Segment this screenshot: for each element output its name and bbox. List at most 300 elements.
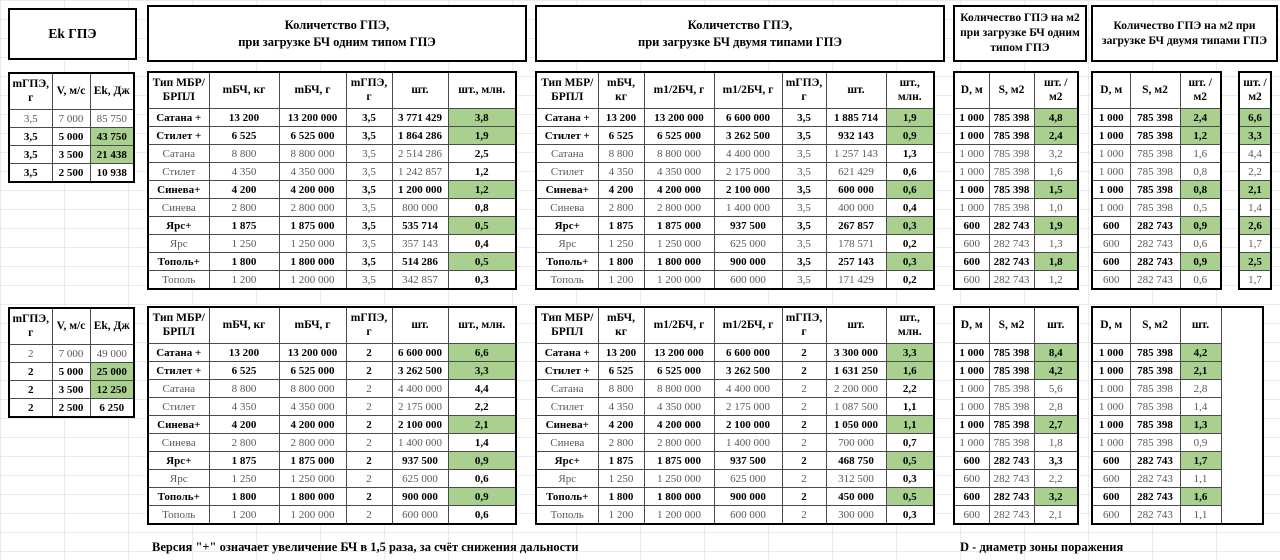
table-cell: 1,6 (1034, 163, 1078, 181)
table-cell: 6 525 000 (279, 127, 346, 145)
table-cell: 0,6 (1180, 271, 1221, 290)
table-row (954, 145, 1078, 163)
table-cell: 8 800 (598, 145, 644, 163)
table-cell: Ярс (148, 235, 209, 253)
table-cell: 6 525 000 (644, 127, 714, 145)
column-header: m1/2БЧ, г (714, 72, 782, 109)
table-row (1239, 163, 1271, 181)
table-cell: 600 (1092, 271, 1130, 290)
table-cell: 3,5 (782, 253, 826, 271)
table-row (536, 163, 934, 181)
table-row (954, 181, 1078, 199)
table-cell: 600 (954, 488, 989, 506)
table-cell: 3,5 (782, 145, 826, 163)
table-cell: 0,5 (1180, 199, 1221, 217)
table-row (954, 127, 1078, 145)
table-cell: 4,8 (1034, 109, 1078, 127)
table-cell: 6 250 (90, 399, 134, 418)
table-cell: 0,6 (1180, 235, 1221, 253)
one-type-table-2g (147, 306, 517, 525)
table-row (954, 109, 1078, 127)
table-cell: 785 398 (989, 398, 1034, 416)
header-row (1092, 72, 1221, 109)
table-row (536, 488, 934, 506)
table-cell: 0,3 (886, 506, 934, 525)
table-cell: 4 200 000 (279, 416, 346, 434)
table-cell: 800 000 (392, 199, 448, 217)
table-cell: 2 (782, 416, 826, 434)
table-row (1092, 488, 1263, 506)
table-row (536, 253, 934, 271)
table-cell: 85 750 (90, 110, 134, 128)
column-header: шт. (1180, 307, 1221, 344)
table-cell: 0,4 (448, 235, 516, 253)
table-cell: 12 250 (90, 381, 134, 399)
table-cell: 1 000 (954, 109, 989, 127)
table-cell: 1 250 (209, 235, 279, 253)
table-cell: 2 (782, 434, 826, 452)
table-cell: 785 398 (989, 344, 1034, 362)
header-row (536, 72, 934, 109)
table-cell: 3,5 (9, 110, 52, 128)
table-cell: 2 (782, 452, 826, 470)
table-row (536, 452, 934, 470)
table-row (536, 217, 934, 235)
table-row (148, 235, 516, 253)
table-cell: 4,2 (1180, 344, 1221, 362)
table-row (1092, 398, 1263, 416)
table-cell: 1,9 (1034, 217, 1078, 235)
table-cell: 2,5 (448, 145, 516, 163)
table-row (536, 362, 934, 380)
table-cell: 1 400 000 (392, 434, 448, 452)
table-cell: Ярс (536, 470, 598, 488)
table-cell (1221, 452, 1263, 470)
table-cell: 13 200 000 (644, 344, 714, 362)
table-cell: 0,9 (886, 127, 934, 145)
table-row (1092, 217, 1221, 235)
table-cell: Тополь+ (536, 488, 598, 506)
table-cell: 1,1 (886, 416, 934, 434)
table-cell: 3,5 (346, 109, 392, 127)
table-cell: 1 200 000 (279, 506, 346, 525)
table-cell: 625 000 (714, 470, 782, 488)
table-cell: 1,3 (1034, 235, 1078, 253)
table-cell: Сатана (148, 380, 209, 398)
table-cell: 6 525 (209, 362, 279, 380)
table-cell (1221, 506, 1263, 525)
table-cell: 0,3 (886, 253, 934, 271)
table-cell: 3 262 500 (714, 127, 782, 145)
column-header: D, м (954, 72, 989, 109)
column-header: Ek, Дж (90, 73, 134, 110)
table-cell: 1 800 000 (279, 253, 346, 271)
table-row (148, 253, 516, 271)
table-cell: 8 800 (209, 145, 279, 163)
table-cell: 282 743 (989, 488, 1034, 506)
table-cell: 1,4 (1180, 398, 1221, 416)
one-type-title-box (147, 5, 527, 62)
table-cell: 2 (346, 470, 392, 488)
column-header: шт., млн. (886, 307, 934, 344)
table-cell: 2,4 (1034, 127, 1078, 145)
table-cell: Сатана + (536, 109, 598, 127)
table-cell: 0,6 (886, 163, 934, 181)
table-cell: 625 000 (714, 235, 782, 253)
table-cell: 3,5 (346, 217, 392, 235)
table-cell (1221, 344, 1263, 362)
table-cell: 1 875 000 (279, 217, 346, 235)
diameter-footnote: D - диаметр зоны поражения (960, 540, 1124, 554)
column-header: mГПЭ, г (782, 72, 826, 109)
table-cell: 8 800 000 (279, 380, 346, 398)
empty-column-header (1221, 307, 1263, 344)
density-two-table-35g (1091, 71, 1222, 290)
table-cell: 2 200 000 (826, 380, 886, 398)
table-cell: 1 200 (598, 271, 644, 290)
table-cell: 3,3 (448, 362, 516, 380)
table-cell: 2,8 (1034, 398, 1078, 416)
table-cell: 2 100 000 (714, 181, 782, 199)
table-row (9, 363, 134, 381)
table-cell: 282 743 (1130, 506, 1180, 525)
table-cell: 3,5 (782, 127, 826, 145)
table-cell: 1,6 (886, 362, 934, 380)
table-cell: 1,1 (886, 398, 934, 416)
table-cell: 1,2 (448, 163, 516, 181)
table-cell: 1,6 (1180, 488, 1221, 506)
table-cell: 3,5 (782, 163, 826, 181)
table-cell: 2,2 (1034, 470, 1078, 488)
table-cell: Сатана (148, 145, 209, 163)
table-cell: 785 398 (1130, 380, 1180, 398)
density-two-table-2g (1091, 306, 1264, 525)
table-cell: 2 (346, 452, 392, 470)
table-cell: 785 398 (1130, 362, 1180, 380)
table-cell: 2 800 (598, 199, 644, 217)
table-cell: 785 398 (989, 163, 1034, 181)
header-row (9, 73, 134, 110)
table-cell: Ярс+ (148, 452, 209, 470)
table-row (954, 362, 1078, 380)
table-cell: 1 000 (1092, 398, 1130, 416)
table-cell: 13 200 000 (279, 344, 346, 362)
column-header: mБЧ, кг (209, 72, 279, 109)
table-cell: 785 398 (989, 181, 1034, 199)
table-row (536, 235, 934, 253)
table-cell: 3,2 (1034, 145, 1078, 163)
column-header: шт. (826, 307, 886, 344)
table-cell: 2,1 (1034, 506, 1078, 525)
column-header: Тип МБР/ БРПЛ (148, 307, 209, 344)
table-cell: 312 500 (826, 470, 886, 488)
table-cell: 0,3 (448, 271, 516, 290)
table-row (9, 381, 134, 399)
table-cell (1221, 398, 1263, 416)
table-cell: 785 398 (1130, 127, 1180, 145)
table-row (536, 271, 934, 290)
column-header: S, м2 (989, 72, 1034, 109)
table-cell: 13 200 (598, 109, 644, 127)
table-cell: 1 631 250 (826, 362, 886, 380)
table-row (1239, 217, 1271, 235)
header-row (1092, 307, 1263, 344)
table-cell: 600 (954, 217, 989, 235)
table-row (148, 163, 516, 181)
table-cell: 1 000 (1092, 362, 1130, 380)
table-cell: 10 938 (90, 164, 134, 183)
table-cell: 1 800 (209, 253, 279, 271)
table-cell: 0,6 (886, 181, 934, 199)
density-one-table-35g (953, 71, 1079, 290)
table-cell: 1,3 (886, 145, 934, 163)
table-row (148, 362, 516, 380)
two-type-table-35g (535, 71, 935, 290)
table-cell: 1,9 (448, 127, 516, 145)
table-cell: 25 000 (90, 363, 134, 381)
table-cell: 1 000 (1092, 344, 1130, 362)
table-cell: 468 750 (826, 452, 886, 470)
table-row (954, 271, 1078, 290)
table-cell: Тополь (148, 271, 209, 290)
table-cell: Стилет + (148, 362, 209, 380)
table-cell: 0,7 (886, 434, 934, 452)
table-cell: 600 (954, 271, 989, 290)
table-cell (1221, 416, 1263, 434)
table-cell: 1 000 (954, 181, 989, 199)
table-cell: 2 175 000 (392, 398, 448, 416)
table-cell: 2 100 000 (392, 416, 448, 434)
table-row (1092, 271, 1221, 290)
table-cell: 900 000 (714, 253, 782, 271)
one-type-table-35g (147, 71, 517, 290)
table-cell: 3,5 (782, 181, 826, 199)
table-cell: 1 257 143 (826, 145, 886, 163)
table-cell: 1 200 (598, 506, 644, 525)
table-cell: 3,5 (782, 217, 826, 235)
table-cell: 1 000 (954, 416, 989, 434)
table-cell: 1 000 (1092, 181, 1130, 199)
table-cell: 2 500 (52, 399, 90, 418)
table-row (536, 109, 934, 127)
table-cell: 1 050 000 (826, 416, 886, 434)
table-cell: 900 000 (392, 488, 448, 506)
table-cell: 3,2 (1034, 488, 1078, 506)
table-cell: 1 200 (209, 271, 279, 290)
table-cell: 4 350 000 (644, 163, 714, 181)
two-type-title-box (535, 5, 945, 62)
table-row (1239, 109, 1271, 127)
table-cell: Ярс (536, 235, 598, 253)
table-cell: 1 000 (954, 163, 989, 181)
table-cell: 0,5 (886, 488, 934, 506)
table-cell: 937 500 (714, 217, 782, 235)
column-header: m1/2БЧ, г (714, 307, 782, 344)
column-header: mГПЭ, г (9, 73, 52, 110)
table-cell: 1 400 000 (714, 434, 782, 452)
table-cell: 7 000 (52, 110, 90, 128)
column-header: S, м2 (1130, 307, 1180, 344)
table-cell: 1 000 (954, 398, 989, 416)
table-cell: 2,8 (1180, 380, 1221, 398)
table-cell: 0,9 (1180, 434, 1221, 452)
column-header: mГПЭ, г (9, 308, 52, 345)
table-cell: 1,3 (1180, 416, 1221, 434)
table-row (1239, 253, 1271, 271)
table-cell: Сатана + (148, 344, 209, 362)
table-cell: 4 400 000 (714, 380, 782, 398)
table-cell: 6 600 000 (392, 344, 448, 362)
table-row (954, 488, 1078, 506)
table-cell: 600 (1092, 488, 1130, 506)
table-cell: 2 (782, 362, 826, 380)
density-one-title-box (953, 5, 1087, 62)
table-cell: 0,6 (448, 506, 516, 525)
table-row (1092, 434, 1263, 452)
table-cell: 1 000 (954, 380, 989, 398)
table-cell: 514 286 (392, 253, 448, 271)
table-cell: 2 800 000 (644, 199, 714, 217)
table-cell: 600 (1092, 452, 1130, 470)
table-cell: 2 500 (52, 164, 90, 183)
table-cell: 600 000 (392, 506, 448, 525)
table-cell: 1 800 (209, 488, 279, 506)
table-row (9, 399, 134, 418)
table-cell: 2 (346, 434, 392, 452)
table-cell: 6 525 (209, 127, 279, 145)
column-header: шт., млн. (448, 307, 516, 344)
column-header: mГПЭ, г (782, 307, 826, 344)
table-row (954, 163, 1078, 181)
table-cell: 282 743 (1130, 452, 1180, 470)
table-cell: 1 250 000 (644, 470, 714, 488)
table-cell: 342 857 (392, 271, 448, 290)
table-cell: 6 525 000 (279, 362, 346, 380)
table-cell: 2 (346, 506, 392, 525)
table-row (1239, 181, 1271, 199)
table-cell: 600 (1092, 253, 1130, 271)
table-cell: 2 (346, 416, 392, 434)
table-cell: 0,6 (448, 470, 516, 488)
table-cell: 1,6 (1180, 145, 1221, 163)
table-cell: 2 (782, 470, 826, 488)
table-cell: 1,1 (1180, 506, 1221, 525)
table-cell: 621 429 (826, 163, 886, 181)
table-cell: 3,5 (346, 127, 392, 145)
table-cell: 43 750 (90, 128, 134, 146)
column-header: mБЧ, г (279, 307, 346, 344)
table-cell: 4 200 000 (644, 416, 714, 434)
table-row (1092, 470, 1263, 488)
table-cell: 2,1 (448, 416, 516, 434)
table-row (536, 416, 934, 434)
table-row (1092, 253, 1221, 271)
table-cell: 1 200 000 (644, 506, 714, 525)
table-cell: 700 000 (826, 434, 886, 452)
table-cell: 1 000 (1092, 109, 1130, 127)
table-cell: 1 875 000 (279, 452, 346, 470)
table-row (1092, 199, 1221, 217)
table-cell: 785 398 (989, 109, 1034, 127)
table-row (954, 506, 1078, 525)
table-cell: 2,7 (1034, 416, 1078, 434)
table-row (1092, 452, 1263, 470)
table-cell: 785 398 (1130, 145, 1180, 163)
table-cell: 2 175 000 (714, 398, 782, 416)
table-cell: 3,5 (346, 253, 392, 271)
table-cell: 600 (954, 452, 989, 470)
table-row (9, 128, 134, 146)
table-cell: 600 (1092, 217, 1130, 235)
table-cell: 4 200 (598, 416, 644, 434)
table-cell: 282 743 (1130, 253, 1180, 271)
table-cell: 2,1 (1239, 181, 1271, 199)
table-cell: 3,3 (1239, 127, 1271, 145)
table-row (536, 127, 934, 145)
table-cell: 267 857 (826, 217, 886, 235)
table-cell (1221, 488, 1263, 506)
table-cell: 1,9 (886, 109, 934, 127)
table-row (954, 253, 1078, 271)
table-row (1092, 145, 1221, 163)
table-cell: 785 398 (1130, 344, 1180, 362)
column-header: mБЧ, г (279, 72, 346, 109)
table-row (1239, 127, 1271, 145)
table-cell: 282 743 (989, 235, 1034, 253)
column-header: mБЧ, кг (598, 307, 644, 344)
table-row (148, 398, 516, 416)
header-row (954, 307, 1078, 344)
table-cell: 2 (346, 362, 392, 380)
table-cell: 2 (9, 345, 52, 363)
table-cell: 2,2 (1239, 163, 1271, 181)
table-cell: 2 800 000 (644, 434, 714, 452)
table-cell: 1 800 000 (279, 488, 346, 506)
table-cell: 400 000 (826, 199, 886, 217)
table-cell: 4 400 000 (714, 145, 782, 163)
table-cell: 600 (1092, 470, 1130, 488)
header-row (954, 72, 1078, 109)
table-cell: 257 143 (826, 253, 886, 271)
table-cell: 0,9 (1180, 217, 1221, 235)
column-header: S, м2 (1130, 72, 1180, 109)
table-row (9, 146, 134, 164)
table-cell: 0,9 (448, 488, 516, 506)
column-header: шт. / м2 (1180, 72, 1221, 109)
table-row (9, 110, 134, 128)
table-cell: Тополь+ (148, 253, 209, 271)
table-cell: 1 875 (209, 217, 279, 235)
table-cell: 282 743 (1130, 470, 1180, 488)
header-row (148, 72, 516, 109)
table-cell: 4 200 (598, 181, 644, 199)
table-cell: 600 (954, 506, 989, 525)
table-cell: 1 087 500 (826, 398, 886, 416)
table-cell: 4 350 000 (644, 398, 714, 416)
table-cell: 1 800 000 (644, 253, 714, 271)
table-cell: 2 800 (209, 434, 279, 452)
table-cell: 785 398 (989, 362, 1034, 380)
table-cell: 282 743 (989, 271, 1034, 290)
table-cell: 13 200 (209, 344, 279, 362)
table-cell: 4 200 (209, 416, 279, 434)
column-header: Ek, Дж (90, 308, 134, 345)
one-type-title-line1: Количетство ГПЭ, (284, 17, 390, 32)
table-cell: 1 250 000 (279, 235, 346, 253)
table-cell: 937 500 (392, 452, 448, 470)
table-cell: 4 200 000 (644, 181, 714, 199)
table-row (1092, 235, 1221, 253)
